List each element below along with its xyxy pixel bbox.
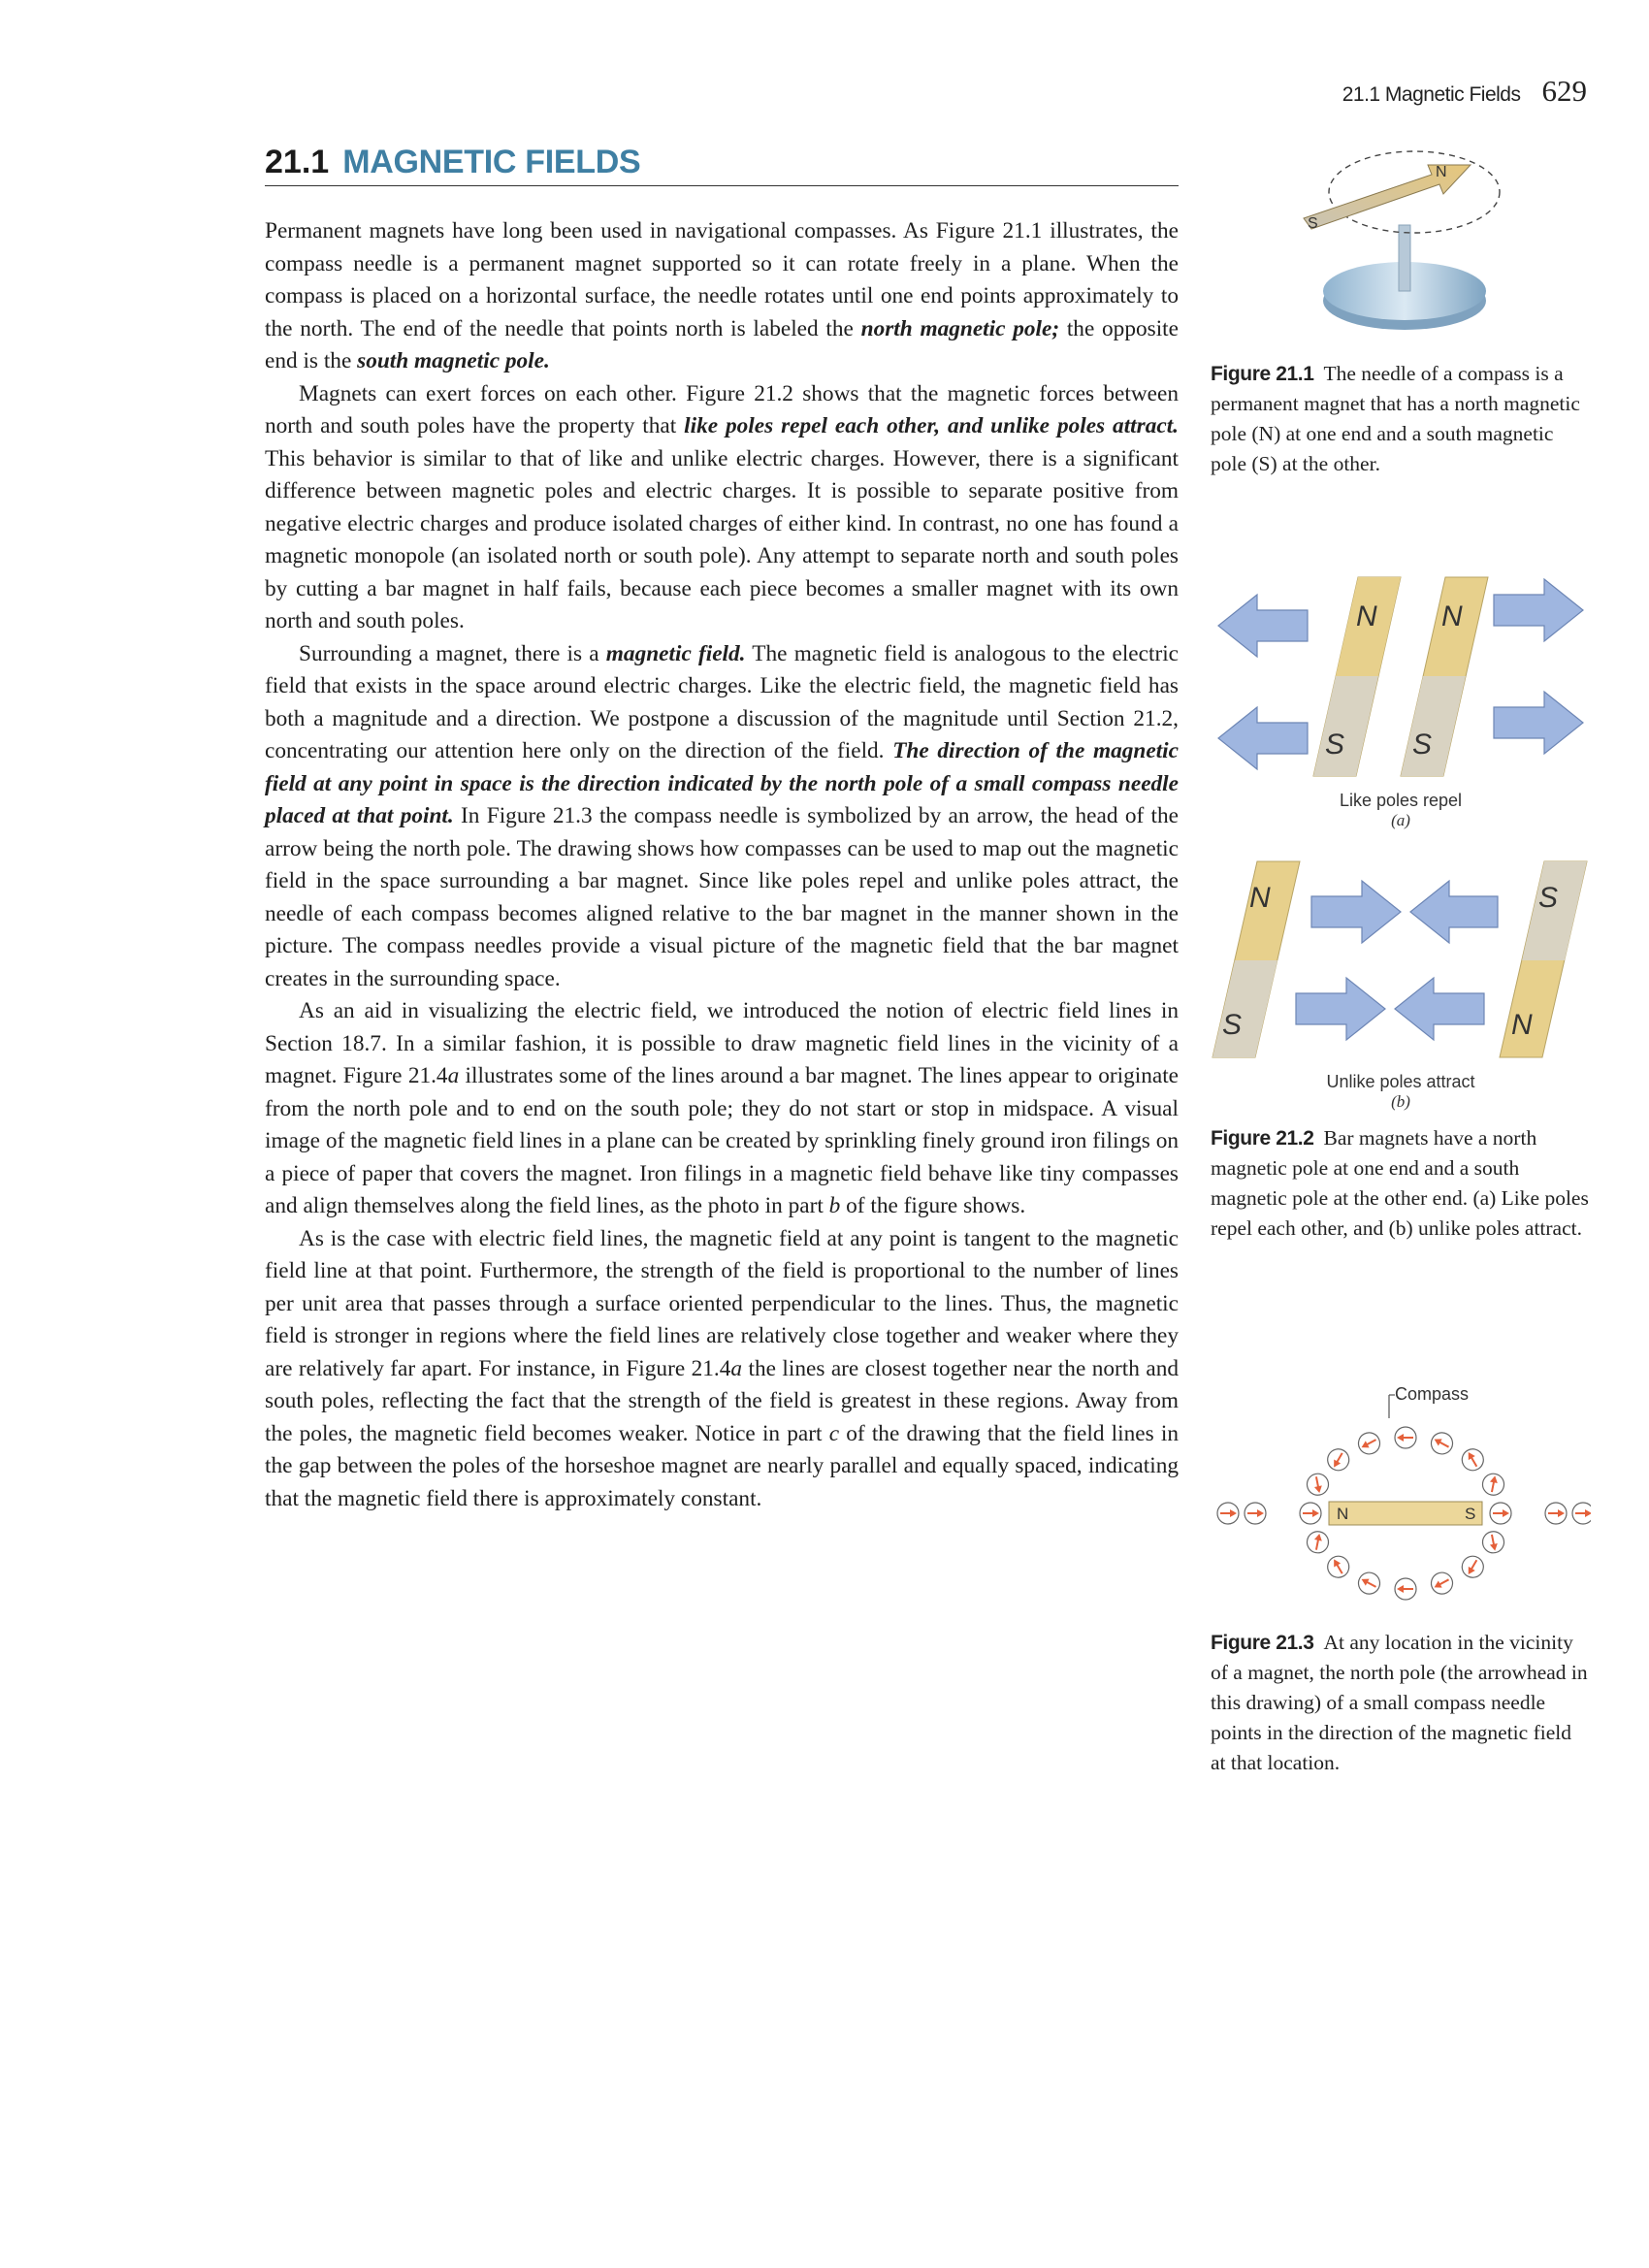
bar-magnet-north-label: N: [1337, 1505, 1349, 1523]
fig-2b-label: Unlike poles attract: [1326, 1072, 1475, 1091]
compass-illustration: [1211, 136, 1591, 364]
fig-2a-label: Like poles repel: [1339, 791, 1463, 810]
needle-north-label: N: [1436, 164, 1447, 180]
fig-2b-letter: (b): [1391, 1092, 1410, 1111]
page-number: 629: [1541, 74, 1587, 108]
small-compass: [1490, 1503, 1511, 1524]
arrow-right-bottom-b: [1296, 978, 1385, 1040]
small-compass: [1458, 1445, 1487, 1474]
small-compass: [1458, 1552, 1487, 1581]
section-number: 21.1: [265, 144, 330, 180]
figure-21-1-caption: [1211, 359, 1591, 479]
small-compass: [1324, 1552, 1353, 1581]
section-heading: [265, 144, 1179, 186]
needle-south-label: S: [1308, 215, 1318, 232]
magnet-a1-north-label: N: [1356, 600, 1377, 632]
arrow-right-top: [1494, 579, 1583, 641]
repel-arrows: [1218, 579, 1583, 769]
figure-21-3: [1211, 1377, 1591, 1635]
small-compass: [1395, 1427, 1416, 1448]
magnet-a2-north-label: N: [1441, 600, 1463, 632]
figure-21-3-label: Figure 21.3: [1211, 1632, 1314, 1654]
small-compass: [1481, 1472, 1506, 1497]
magnet-b2-south-label: S: [1538, 882, 1559, 914]
small-compass: [1306, 1472, 1331, 1497]
figure-21-2-label: Figure 21.2: [1211, 1127, 1314, 1150]
magnet-a1-bottom: [1313, 676, 1378, 776]
compass-pivot: [1399, 225, 1410, 291]
paragraph-4: As an aid in visualizing the electric field, we introduced the notion of electric field lines in Section 18.7. In a similar fashion, it is possible to draw magnetic field lines in the vicinity of a magnet. Figure 21.4a illustrates some of the lines around a bar magnet. The lines appear to originate from the north pole and to end on the south pole; they do not start or stop in midspace. A visual image of the magnetic field lines in a plane can be created by sprinkling finely ground iron filings on a piece of paper that covers the magnet. Iron filings in a magnetic field behave like tiny compasses and align themselves along the field lines, as the photo in part b of the figure shows.: [265, 998, 1180, 1218]
bar-magnet: [1329, 1502, 1482, 1525]
running-head-title: 21.1 Magnetic Fields: [1342, 83, 1521, 106]
small-compass: [1395, 1578, 1416, 1600]
magnet-a2-bottom: [1401, 676, 1466, 776]
unlike-poles-illustration: [1211, 854, 1591, 1067]
body-text: [265, 215, 1179, 1515]
figure-21-2-caption: [1211, 1123, 1591, 1244]
small-compass: [1572, 1503, 1591, 1524]
arrow-left-top: [1218, 595, 1308, 657]
magnet-a1-south-label: S: [1325, 729, 1345, 761]
magnet-b2-north-label: N: [1511, 1009, 1533, 1041]
fig-2a-letter: (a): [1391, 811, 1410, 829]
figure-21-1: [1211, 136, 1591, 369]
section-title: MAGNETIC FIELDS: [342, 144, 641, 180]
paragraph-3: Surrounding a magnet, there is a magnetic field. The magnetic field is analogous to the electric field that exists in the space around electric charges. Like the electric field, the magnetic field has both a magnitude and a direction. We postpone a discussion of the magnitude until Section 21.2, concentrating our attention here only on the direction of the field. The direction of the magnetic field at any point in space is the direction indicated by the north pole of a small compass needle placed at that point. In Figure 21.3 the compass needle is symbolized by an arrow, the head of the arrow being the north pole. The drawing shows how compasses can be used to map out the magnetic field in the space surrounding a bar magnet. Since like poles repel and unlike poles attract, the needle of each compass becomes aligned relative to the bar magnet in the manner shown in the picture. The compass needles provide a visual picture of the magnetic field that the bar magnet creates in the surrounding space.: [265, 640, 1180, 991]
small-compass: [1217, 1503, 1239, 1524]
small-compass: [1545, 1503, 1567, 1524]
small-compass: [1428, 1429, 1457, 1458]
figure-21-2-text: Bar magnets have a north magnetic pole at one end and a south magnetic pole at the other end. (a) Like poles repel each other, and (b) unlike poles attract.: [1211, 1126, 1589, 1240]
small-compass: [1306, 1530, 1331, 1555]
magnet-b1-north-label: N: [1249, 882, 1271, 914]
arrow-left-bottom-b: [1395, 978, 1484, 1040]
small-compass: [1481, 1530, 1506, 1555]
figure-21-3-text: At any location in the vicinity of a magnet, the north pole (the arrowhead in this drawing) of a small compass needle points in the direction of the magnetic field at that location.: [1211, 1631, 1588, 1774]
small-compass: [1355, 1429, 1384, 1458]
small-compass: [1324, 1445, 1353, 1474]
figure-21-2a: [1211, 567, 1591, 830]
figure-21-1-text: The needle of a compass is a permanent magnet that has a north magnetic pole (N) at one end and a south magnetic pole (S) at the other.: [1211, 362, 1580, 475]
arrow-right-bottom: [1494, 692, 1583, 754]
arrow-left-bottom: [1218, 707, 1308, 769]
figure-21-3-caption: [1211, 1628, 1591, 1778]
figure-21-1-label: Figure 21.1: [1211, 363, 1314, 385]
small-compass: [1245, 1503, 1266, 1524]
running-head: [1342, 74, 1587, 109]
paragraph-1: Permanent magnets have long been used in navigational compasses. As Figure 21.1 illustrates, the compass needle is a permanent magnet supported so it can rotate freely in a plane. When the compass is placed on a horizontal surface, the needle rotates until one end points approximately to the north. The end of the needle that points north is labeled the north magnetic pole; the opposite end is the south magnetic pole.: [265, 218, 1179, 373]
small-compass: [1355, 1569, 1384, 1598]
compass-label: Compass: [1395, 1384, 1470, 1404]
magnet-a2-south-label: S: [1412, 729, 1433, 761]
small-compass: [1300, 1503, 1321, 1524]
magnet-b1-south-label: S: [1222, 1009, 1243, 1041]
attract-arrows: [1296, 881, 1498, 1040]
arrow-left-top-b: [1410, 881, 1498, 943]
like-poles-illustration: [1211, 567, 1591, 786]
arrow-right-top-b: [1311, 881, 1401, 943]
figure-21-2b: [1211, 854, 1591, 1112]
bar-magnet-south-label: S: [1465, 1505, 1476, 1523]
compass-field-map: [1211, 1377, 1591, 1630]
small-compass: [1428, 1569, 1457, 1598]
paragraph-5: As is the case with electric field lines, the magnetic field at any point is tangent to the magnetic field line at that point. Furthermore, the strength of the field is proportional to the number of lines per unit area that passes through a surface oriented perpendicular to the lines. Thus, the magnetic field is stronger in regions where the field lines are relatively close together and weaker where they are relatively far apart. For instance, in Figure 21.4a the lines are closest together near the north and south poles, reflecting the fact that the strength of the field is greatest in these regions. Away from the poles, the magnetic field becomes weaker. Notice in part c of the drawing that the field lines in the gap between the poles of the horseshoe magnet are nearly parallel and equally spaced, indicating that the magnetic field there is approximately constant.: [265, 1225, 1180, 1511]
paragraph-2: Magnets can exert forces on each other. Figure 21.2 shows that the magnetic forces between north and south poles have the property that like poles repel each other, and unlike poles attract. This behavior is similar to that of like and unlike electric charges. However, there is a significant difference between magnetic poles and electric charges. It is possible to separate positive from negative electric charges and produce isolated charges of either kind. In contrast, no one has found a magnetic monopole (an isolated north or south pole). Any attempt to separate north and south poles by cutting a bar magnet in half fails, because each piece becomes a smaller magnet with its own north and south poles.: [265, 380, 1179, 633]
